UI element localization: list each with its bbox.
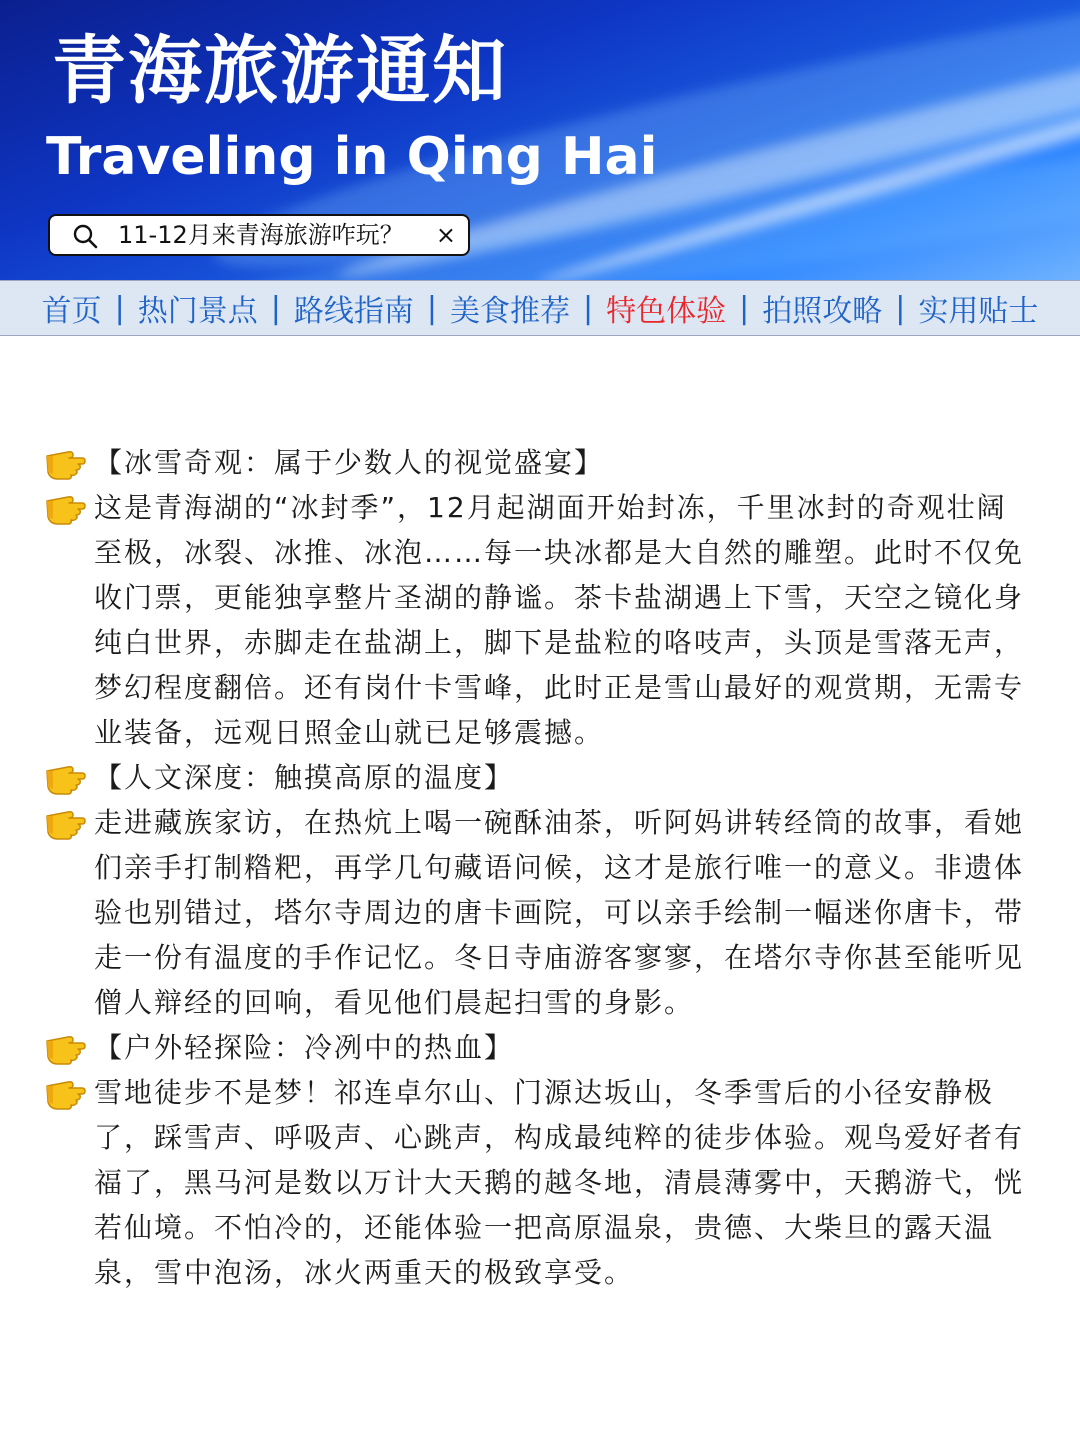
nav-item-attractions[interactable]: 热门景点 bbox=[137, 294, 258, 329]
nav-separator: | bbox=[739, 290, 750, 326]
section-heading-text: 【户外轻探险：冷冽中的热血】 bbox=[94, 1031, 515, 1064]
nav-separator: | bbox=[895, 290, 906, 326]
nav-item-photo-guide[interactable]: 拍照攻略 bbox=[762, 294, 883, 329]
nav-item-routes[interactable]: 路线指南 bbox=[293, 294, 414, 329]
nav-separator: | bbox=[583, 290, 594, 326]
nav-item-tips[interactable]: 实用贴士 bbox=[918, 294, 1039, 329]
page-title: 青海旅游通知 bbox=[52, 28, 508, 114]
section-paragraph-text: 这是青海湖的“冰封季”，12月起湖面开始封冻，千里冰封的奇观壮阔至极，冰裂、冰推、冰泡……每一块冰都是大自然的雕塑。此时不仅免收门票，更能独享整片圣湖的静谧。茶卡盐湖遇上下雪，天空之镜化身纯白世界，赤脚走在盐湖上，脚下是盐粒的咯吱声，头顶是雪落无声，梦幻程度翻倍。还有岗什卡雪峰，此时正是雪山最好的观赏期，无需专业装备，远观日照金山就已足够震撼。 bbox=[94, 491, 1025, 749]
pointing-hand-icon bbox=[44, 1072, 86, 1112]
search-icon bbox=[72, 223, 98, 249]
nav-separator: | bbox=[114, 290, 125, 326]
pointing-hand-icon bbox=[44, 757, 86, 797]
search-input[interactable]: 11-12月来青海旅游咋玩？ bbox=[118, 221, 404, 249]
page-subtitle: Traveling in Qing Hai bbox=[46, 127, 658, 187]
section-paragraph bbox=[44, 800, 1034, 1025]
search-bar[interactable] bbox=[48, 214, 470, 256]
article-content bbox=[44, 440, 1034, 1295]
section-heading bbox=[44, 1025, 1034, 1070]
section-heading bbox=[44, 440, 1034, 485]
close-icon[interactable]: × bbox=[435, 221, 456, 249]
pointing-hand-icon bbox=[44, 802, 86, 842]
nav-separator: | bbox=[426, 290, 437, 326]
section-paragraph-text: 走进藏族家访，在热炕上喝一碗酥油茶，听阿妈讲转经筒的故事，看她们亲手打制糌粑，再学几句藏语问候，这才是旅行唯一的意义。非遗体验也别错过，塔尔寺周边的唐卡画院，可以亲手绘制一幅迷你唐卡，带走一份有温度的手作记忆。冬日寺庙游客寥寥，在塔尔寺你甚至能听见僧人辩经的回响，看见他们晨起扫雪的身影。 bbox=[94, 806, 1025, 1019]
section-paragraph bbox=[44, 1070, 1034, 1295]
section-paragraph bbox=[44, 485, 1034, 755]
section-paragraph-text: 雪地徒步不是梦！祁连卓尔山、门源达坂山，冬季雪后的小径安静极了，踩雪声、呼吸声、心跳声，构成最纯粹的徒步体验。观鸟爱好者有福了，黑马河是数以万计大天鹅的越冬地，清晨薄雾中，天鹅游弋，恍若仙境。不怕冷的，还能体验一把高原温泉，贵德、大柴旦的露天温泉，雪中泡汤，冰火两重天的极致享受。 bbox=[94, 1076, 1025, 1289]
pointing-hand-icon bbox=[44, 487, 86, 527]
nav-item-experiences[interactable]: 特色体验 bbox=[606, 294, 727, 329]
section-heading bbox=[44, 755, 1034, 800]
nav-separator: | bbox=[270, 290, 281, 326]
nav-bar bbox=[0, 280, 1080, 336]
section-heading-text: 【人文深度：触摸高原的温度】 bbox=[94, 761, 515, 794]
nav-item-food[interactable]: 美食推荐 bbox=[450, 294, 570, 329]
section-heading-text: 【冰雪奇观：属于少数人的视觉盛宴】 bbox=[94, 446, 605, 479]
pointing-hand-icon bbox=[44, 442, 86, 482]
header-banner bbox=[0, 0, 1080, 280]
pointing-hand-icon bbox=[44, 1027, 86, 1067]
nav-item-home[interactable]: 首页 bbox=[41, 294, 102, 329]
